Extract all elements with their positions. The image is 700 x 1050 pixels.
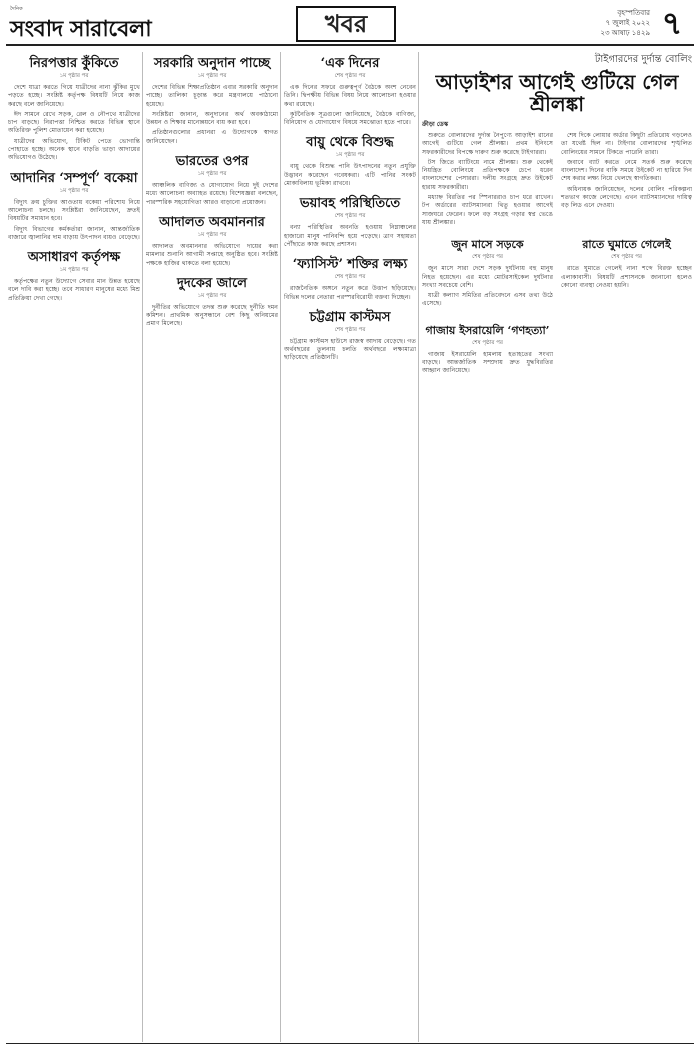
story-body bbox=[146, 243, 278, 268]
story-paragraph: রাজনৈতিক অঙ্গনে নতুন করে উত্তাপ ছড়িয়েছে। বিভিন্ন দলের নেতারা পরস্পরবিরোধী বক্তব্য দিচ্ছেন। bbox=[284, 285, 416, 301]
newspaper-name: সংবাদ সারাবেলা bbox=[10, 16, 152, 42]
story-headline: অসাধারণ কর্তৃপক্ষ bbox=[27, 250, 121, 266]
story-paragraph: দেশের বিভিন্ন শিক্ষাপ্রতিষ্ঠান এবার সরকারি অনুদান পাচ্ছে। তালিকা চূড়ান্ত করে মন্ত্রণালয়ে পাঠানো হয়েছে। bbox=[146, 84, 278, 108]
story-headline: আদানির ‘সম্পূর্ণ’ বকেয়া bbox=[10, 170, 138, 186]
news-story bbox=[422, 319, 553, 378]
story-headline: জুন মাসে সড়কে bbox=[451, 238, 524, 252]
continued-note: শেষ পৃষ্ঠার পর bbox=[334, 326, 366, 333]
story-headline: সরকারি অনুদান পাচ্ছে bbox=[153, 56, 271, 71]
column-rule bbox=[280, 52, 281, 1042]
news-story bbox=[8, 56, 140, 163]
continued-note: ১ম পৃষ্ঠার পর bbox=[59, 267, 89, 274]
story-paragraph: রাতে ঘুমাতে গেলেই নানা শব্দে বিরক্ত হচ্ছেন এলাকাবাসী। বিষয়টি প্রশাসনকে জানানো হলেও কোনো ব্যবস্থা নেওয়া হয়নি। bbox=[561, 265, 692, 289]
story-headline: আদালত অবমাননার bbox=[159, 214, 265, 230]
news-story bbox=[284, 196, 416, 249]
story-body bbox=[8, 199, 140, 242]
news-story bbox=[561, 233, 692, 310]
story-paragraph: গাজায় ইসরায়েলি হামলায় হতাহতের সংখ্যা বাড়ছে। আন্তর্জাতিক সম্প্রদায় দ্রুত যুদ্ধবিরতির আহ্বান জানিয়েছে। bbox=[422, 350, 553, 375]
news-story bbox=[146, 276, 278, 329]
story-body bbox=[284, 84, 416, 127]
column-2 bbox=[146, 52, 278, 1042]
story-headline: বায়ু থেকে বিশুদ্ধ bbox=[306, 135, 394, 151]
story-paragraph: আদালত অবমাননার অভিযোগে দায়ের করা মামলার শুনানি আগামী সপ্তাহে অনুষ্ঠিত হবে। সংশ্লিষ্ট পক্ষকে হাজির থাকতে বলা হয়েছে। bbox=[146, 242, 278, 267]
story-paragraph: দুর্নীতির অভিযোগে তদন্ত শুরু করেছে দুর্নীতি দমন কমিশন। প্রাথমিক অনুসন্ধানে বেশ কিছু অনিয়মের প্রমাণ মিলেছে। bbox=[146, 303, 278, 328]
continued-note: শেষ পৃষ্ঠার পর bbox=[472, 339, 503, 346]
continued-note: ১ম পৃষ্ঠার পর bbox=[197, 231, 227, 238]
date-bn: ২৩ আষাঢ় ১৪২৯ bbox=[600, 29, 650, 37]
day-label: বৃহস্পতিবার bbox=[617, 9, 650, 17]
lead-paragraph: মধ্যাহ্ন বিরতির পর স্পিনাররাও চাপ ধরে রাখেন। টপ অর্ডারের ব্যাটসম্যানরা থিতু হওয়ার আগেই সাজঘরে ফেরেন। ফলে বড় সংগ্রহ গড়ার স্বপ্ন ভেঙে যায় শ্রীলঙ্কার। bbox=[422, 194, 553, 226]
story-body bbox=[284, 163, 416, 188]
masthead bbox=[6, 4, 694, 46]
story-paragraph: বন্যা পরিস্থিতির অবনতি হওয়ায় নিম্নাঞ্চলের হাজারো মানুষ পানিবন্দি হয়ে পড়েছে। ত্রাণ সহায়তা পৌঁছাতে কাজ করছে প্রশাসন। bbox=[284, 224, 416, 248]
lead-paragraph: টস জিতে ব্যাটিংয়ে নামে শ্রীলঙ্কা। শুরু থেকেই নিয়ন্ত্রিত বোলিংয়ে প্রতিপক্ষকে চেপে ধরেন বাংলাদেশের পেসাররা। দলীয় সংগ্রহে দ্রুত উইকেট হারায় সফরকারীরা। bbox=[422, 158, 553, 191]
continued-note: ১ম পৃষ্ঠার পর bbox=[197, 73, 227, 79]
story-paragraph: জুন মাসে সারা দেশে সড়ক দুর্ঘটনায় বহু মানুষ নিহত হয়েছেন। এর মধ্যে মোটরসাইকেল দুর্ঘটনার সংখ্যা সবচেয়ে বেশি। bbox=[422, 265, 553, 289]
story-paragraph: যাত্রীদের অভিযোগ, টিকিট পেতে ভোগান্তি পোহাতে হচ্ছে। অনেক স্থানে বাড়তি ভাড়া আদায়ের অভিযোগও উঠেছে। bbox=[8, 137, 140, 162]
story-headline: দুদকের জালে bbox=[177, 275, 247, 291]
story-body bbox=[422, 351, 553, 376]
column-rule bbox=[418, 52, 419, 1042]
story-paragraph: ঈদ সামনে রেখে সড়ক, রেল ও নৌপথে যাত্রীদের চাপ বাড়ছে। নিরাপত্তা নিশ্চিত করতে বিভিন্ন স্থানে অতিরিক্ত পুলিশ মোতায়েন করা হয়েছে। bbox=[8, 110, 140, 135]
story-paragraph: বায়ু থেকে বিশুদ্ধ পানি উৎপাদনের নতুন প্রযুক্তি উদ্ভাবন করেছেন গবেষকরা। এটি পানির সংকট মোকাবিলায় ভূমিকা রাখবে। bbox=[284, 163, 416, 188]
story-headline: রাতে ঘুমাতে গেলেই bbox=[582, 238, 671, 252]
story-headline: ভারতের ওপর bbox=[175, 154, 249, 170]
story-paragraph: এক দিনের সফরে গুরুত্বপূর্ণ বৈঠকে অংশ নেবেন তিনি। দ্বিপক্ষীয় বিভিন্ন বিষয় নিয়ে আলোচনা হওয়ার কথা রয়েছে। bbox=[284, 84, 416, 108]
news-story bbox=[422, 233, 553, 310]
continued-note: ১ম পৃষ্ঠার পর bbox=[335, 152, 365, 159]
story-paragraph: বিদ্যুৎ বিভাগের কর্মকর্তারা জানান, আন্তর্জাতিক বাজারে জ্বালানির দাম বাড়ায় উৎপাদন ব্যয়ও বেড়েছে। bbox=[8, 225, 140, 241]
story-headline: ভয়াবহ পরিস্থিতিতে bbox=[299, 196, 401, 212]
column-1 bbox=[8, 52, 140, 1042]
date-block bbox=[560, 8, 650, 38]
story-body bbox=[146, 182, 278, 207]
story-body bbox=[422, 265, 553, 308]
story-paragraph: প্রতিষ্ঠানগুলোর প্রধানরা এ উদ্যোগকে স্বাগত জানিয়েছেন। bbox=[146, 129, 278, 145]
story-paragraph: চট্টগ্রাম কাস্টমস হাউসে রাজস্ব আদায় বেড়েছে। গত অর্থবছরের তুলনায় চলতি অর্থবছরে লক্ষ্যমাত্রা ছাড়িয়েছে প্রতিষ্ঠানটি। bbox=[284, 337, 416, 362]
lead-paragraph: শুরুতে বোলারদের দুর্দান্ত নৈপুণ্যে আড়াইশ রানের আগেই গুটিয়ে গেল শ্রীলঙ্কা। প্রথম ইনিংসে সফরকারীদের বিপক্ষে দারুণ শুরু করেছে টাইগাররা। bbox=[422, 132, 553, 156]
continued-note: শেষ পৃষ্ঠার পর bbox=[472, 254, 503, 261]
story-body bbox=[284, 338, 416, 363]
story-body bbox=[284, 224, 416, 249]
story-body bbox=[284, 285, 416, 302]
brand-tagline: দৈনিক bbox=[10, 6, 23, 12]
lead-byline: ক্রীড়া ডেস্ক bbox=[422, 121, 449, 128]
column-rule bbox=[142, 52, 143, 1042]
story-paragraph: বিদ্যুৎ ক্রয় চুক্তির আওতায় বকেয়া পরিশোধ নিয়ে আলোচনা চলছে। সংশ্লিষ্টরা জানিয়েছেন, দ্রুতই বিষয়টির সমাধান হবে। bbox=[8, 198, 140, 223]
continued-note: ১ম পৃষ্ঠার পর bbox=[197, 171, 227, 178]
lead-paragraph: শেষ দিকে লোয়ার অর্ডার কিছুটা প্রতিরোধ গড়লেও তা যথেষ্ট ছিল না। টাইগার বোলারদের শৃঙ্খলিত বোলিংয়ের সামনে টিকতে পারেনি তারা। bbox=[561, 132, 692, 156]
story-paragraph: সংশ্লিষ্টরা জানান, অনুদানের অর্থ অবকাঠামো উন্নয়ন ও শিক্ষার মানোন্নয়নে ব্যয় করা হবে। bbox=[146, 110, 278, 127]
story-headline: ‘এক দিনের bbox=[320, 56, 380, 71]
lead-sub-stories bbox=[422, 233, 692, 385]
section-title: খবর bbox=[296, 6, 396, 42]
column-3 bbox=[284, 52, 416, 1042]
footer-rule bbox=[6, 1043, 694, 1044]
lead-headline: আড়াইশর আগেই গুটিয়ে গেল শ্রীলঙ্কা bbox=[435, 70, 679, 116]
story-paragraph: কর্তৃপক্ষের নতুন উদ্যোগে সেবার মান উন্নত হয়েছে বলে দাবি করা হচ্ছে। তবে সাধারণ মানুষের মধ্যে মিশ্র প্রতিক্রিয়া দেখা গেছে। bbox=[8, 278, 140, 302]
continued-note: শেষ পৃষ্ঠার পর bbox=[334, 213, 366, 220]
news-story bbox=[284, 56, 416, 127]
date-en: ৭ জুলাই ২০২২ bbox=[605, 19, 650, 27]
news-story bbox=[146, 215, 278, 268]
news-story bbox=[284, 310, 416, 363]
lead-paragraph: অধিনায়ক জানিয়েছেন, দলের বোলিং পরিকল্পনা শতভাগ কাজে লেগেছে। এখন ব্যাটসম্যানদের দায়িত্ব বড় লিড এনে দেওয়া। bbox=[561, 185, 692, 210]
news-story bbox=[146, 154, 278, 207]
story-headline: নিরপত্তার কুঁকিতে bbox=[29, 56, 119, 71]
news-story bbox=[146, 56, 278, 146]
continued-note: শেষ পৃষ্ঠার পর bbox=[334, 274, 366, 281]
story-headline: চট্টগ্রাম কাস্টমস bbox=[309, 309, 391, 325]
story-paragraph: কূটনৈতিক সূত্রগুলো জানিয়েছে, বৈঠকে বাণিজ্য, বিনিয়োগ ও যোগাযোগ বিষয়ে সমঝোতা হতে পারে। bbox=[284, 110, 416, 127]
news-story bbox=[8, 250, 140, 303]
story-body bbox=[146, 304, 278, 329]
news-story bbox=[284, 135, 416, 188]
news-story bbox=[284, 257, 416, 302]
continued-note: শেষ পৃষ্ঠার পর bbox=[611, 254, 642, 261]
story-headline: ‘ফ্যাসিস্ট’ শক্তির লক্ষ্য bbox=[292, 257, 408, 273]
story-paragraph: আঞ্চলিক বাণিজ্য ও যোগাযোগ নিয়ে দুই দেশের মধ্যে আলোচনা অব্যাহত রয়েছে। বিশেষজ্ঞরা বলছেন, পারস্পরিক সহযোগিতা আরও বাড়ানো প্রয়োজন। bbox=[146, 182, 278, 206]
continued-note: শেষ পৃষ্ঠার পর bbox=[334, 73, 366, 79]
story-body bbox=[561, 265, 692, 290]
lead-body bbox=[422, 132, 692, 227]
lead-paragraph: জবাবে ব্যাট করতে নেমে সতর্ক শুরু করেছে বাংলাদেশ। দিনের বাকি সময়ে উইকেট না হারিয়ে দিন শেষ করার লক্ষ্য নিয়ে খেলছে স্বাগতিকরা। bbox=[561, 158, 692, 183]
page-number: ৭ bbox=[661, 4, 683, 42]
lead-story bbox=[422, 52, 692, 1042]
story-paragraph: দেশে যাত্রা করতে গিয়ে যাত্রীদের নানা ঝুঁকির মুখে পড়তে হচ্ছে। সংশ্লিষ্ট কর্তৃপক্ষ বিষয়টি নিয়ে কাজ করছে বলে জানিয়েছে। bbox=[8, 84, 140, 108]
story-paragraph: যাত্রী কল্যাণ সমিতির প্রতিবেদনে এসব তথ্য উঠে এসেছে। bbox=[422, 292, 553, 308]
story-body bbox=[146, 84, 278, 146]
story-headline: গাজায় ইসরায়েলি ‘গণহত্যা’ bbox=[425, 323, 550, 337]
continued-note: ১ম পৃষ্ঠার পর bbox=[197, 292, 227, 299]
news-story bbox=[8, 171, 140, 242]
continued-note: ১ম পৃষ্ঠার পর bbox=[59, 73, 89, 79]
story-body bbox=[8, 84, 140, 163]
continued-note: ১ম পৃষ্ঠার পর bbox=[59, 187, 89, 194]
lead-kicker: টাইগারদের দুর্দান্ত বোলিং bbox=[594, 54, 692, 65]
story-body bbox=[8, 278, 140, 303]
